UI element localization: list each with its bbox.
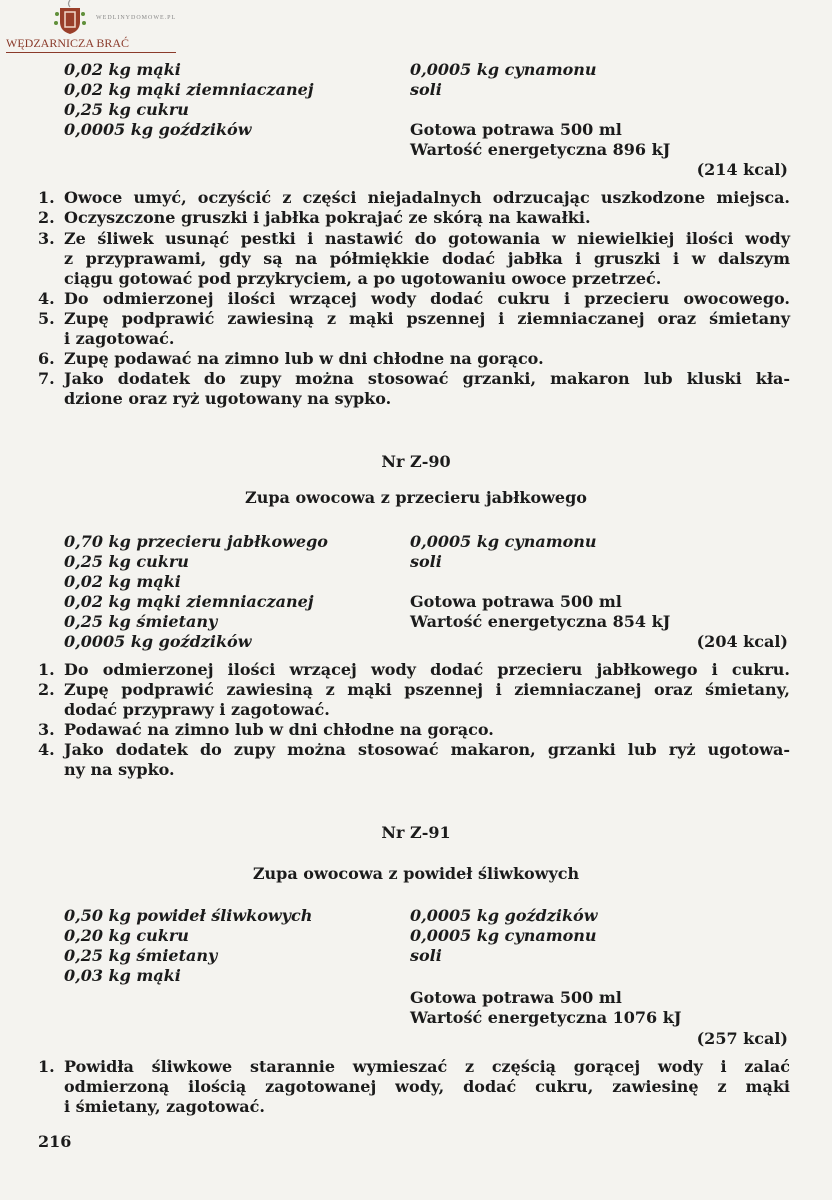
recipe-title: Zupa owocowa z powideł śliwkowych: [252, 864, 580, 883]
ingredient: 0,25 kg cukru: [64, 552, 189, 571]
step-number: 1.: [38, 188, 55, 207]
ingredient: 0,25 kg śmietany: [64, 946, 218, 965]
step-line: Oczyszczone gruszki i jabłka pokrajać ze skórą na kawałki.: [64, 208, 591, 227]
energy-value: Wartość energetyczna 854 kJ: [410, 612, 671, 631]
kcal-value: (204 kcal): [696, 632, 788, 651]
kcal-value: (257 kcal): [696, 1029, 788, 1048]
step-number: 1.: [38, 660, 55, 679]
logo-subtitle: WEDLINYDOMOWE.PL: [96, 15, 177, 21]
ingredient: 0,0005 kg cynamonu: [410, 60, 597, 79]
step-line: dzione oraz ryż ugotowany na sypko.: [64, 389, 392, 408]
ingredient: soli: [410, 946, 442, 965]
step-number: 4.: [38, 289, 55, 308]
ingredient: 0,20 kg cukru: [64, 926, 189, 945]
step-number: 6.: [38, 349, 55, 368]
ingredient: 0,0005 kg cynamonu: [410, 926, 597, 945]
step-number: 7.: [38, 369, 55, 388]
step-number: 5.: [38, 309, 55, 328]
recipe-number: Nr Z-90: [381, 452, 451, 471]
step-line: Zupę podawać na zimno lub w dni chłodne na gorąco.: [64, 349, 544, 368]
step-line: Powidła śliwkowe starannie wymieszać z częścią gorącej wody i zalać: [64, 1057, 790, 1076]
step-line: ciągu gotować pod przykryciem, a po ugotowaniu owoce przetrzeć.: [64, 269, 662, 288]
step-line: odmierzoną ilością zagotowanej wody, dodać cukru, zawiesinę z mąki: [64, 1077, 790, 1096]
ingredient: 0,50 kg powideł śliwkowych: [64, 906, 313, 925]
step-line: i zagotować.: [64, 329, 175, 348]
step-number: 3.: [38, 229, 55, 248]
page-number: 216: [38, 1132, 72, 1151]
step-line: Ze śliwek usunąć pestki i nastawić do gotowania w niewielkiej ilości wody: [64, 229, 790, 248]
recipe-number: Nr Z-91: [381, 823, 451, 842]
publisher-logo: [6, 0, 206, 56]
yield: Gotowa potrawa 500 ml: [410, 120, 622, 139]
energy-value: Wartość energetyczna 1076 kJ: [410, 1008, 682, 1027]
step-line: ny na sypko.: [64, 760, 175, 779]
ingredient: 0,0005 kg goździków: [64, 632, 252, 651]
step-line: Zupę podprawić zawiesiną z mąki pszennej i ziemniaczanej oraz śmietany: [64, 309, 790, 328]
ingredient: 0,02 kg mąki ziemniaczanej: [64, 592, 314, 611]
yield: Gotowa potrawa 500 ml: [410, 592, 622, 611]
step-number: 3.: [38, 720, 55, 739]
ingredient: 0,02 kg mąki: [64, 572, 181, 591]
yield: Gotowa potrawa 500 ml: [410, 988, 622, 1007]
step-line: dodać przyprawy i zagotować.: [64, 700, 330, 719]
ingredient: 0,0005 kg cynamonu: [410, 532, 597, 551]
step-line: i śmietany, zagotować.: [64, 1097, 265, 1116]
step-number: 1.: [38, 1057, 55, 1076]
ingredient: soli: [410, 552, 442, 571]
step-number: 4.: [38, 740, 55, 759]
ingredient: 0,25 kg śmietany: [64, 612, 218, 631]
ingredient: 0,02 kg mąki: [64, 60, 181, 79]
ingredient: 0,0005 kg goździków: [64, 120, 252, 139]
step-line: z przyprawami, gdy są na półmiękkie dodać jabłka i gruszki i w dalszym: [64, 249, 790, 268]
ingredient: 0,25 kg cukru: [64, 100, 189, 119]
ingredient: 0,0005 kg goździków: [410, 906, 598, 925]
step-line: Do odmierzonej ilości wrzącej wody dodać przecieru jabłkowego i cukru.: [64, 660, 790, 679]
ingredient: soli: [410, 80, 442, 99]
step-line: Zupę podprawić zawiesiną z mąki pszennej i ziemniaczanej oraz śmietany,: [64, 680, 790, 699]
step-number: 2.: [38, 680, 55, 699]
ingredient: 0,02 kg mąki ziemniaczanej: [64, 80, 314, 99]
step-line: Jako dodatek do zupy można stosować grzanki, makaron lub kluski kła-: [64, 369, 790, 388]
smokehouse-shield-icon: [50, 0, 90, 36]
ingredient: 0,70 kg przecieru jabłkowego: [64, 532, 328, 551]
ingredient: 0,03 kg mąki: [64, 966, 181, 985]
step-line: Owoce umyć, oczyścić z części niejadalnych odrzucając uszkodzone miejsca.: [64, 188, 790, 207]
logo-name: WĘDZARNICZA BRAĆ: [6, 36, 129, 50]
kcal-value: (214 kcal): [696, 160, 788, 179]
step-number: 2.: [38, 208, 55, 227]
recipe-title: Zupa owocowa z przecieru jabłkowego: [245, 488, 587, 507]
step-line: Do odmierzonej ilości wrzącej wody dodać cukru i przecieru owocowego.: [64, 289, 790, 308]
step-line: Podawać na zimno lub w dni chłodne na gorąco.: [64, 720, 494, 739]
energy-value: Wartość energetyczna 896 kJ: [410, 140, 671, 159]
step-line: Jako dodatek do zupy można stosować makaron, grzanki lub ryż ugotowa-: [64, 740, 790, 759]
